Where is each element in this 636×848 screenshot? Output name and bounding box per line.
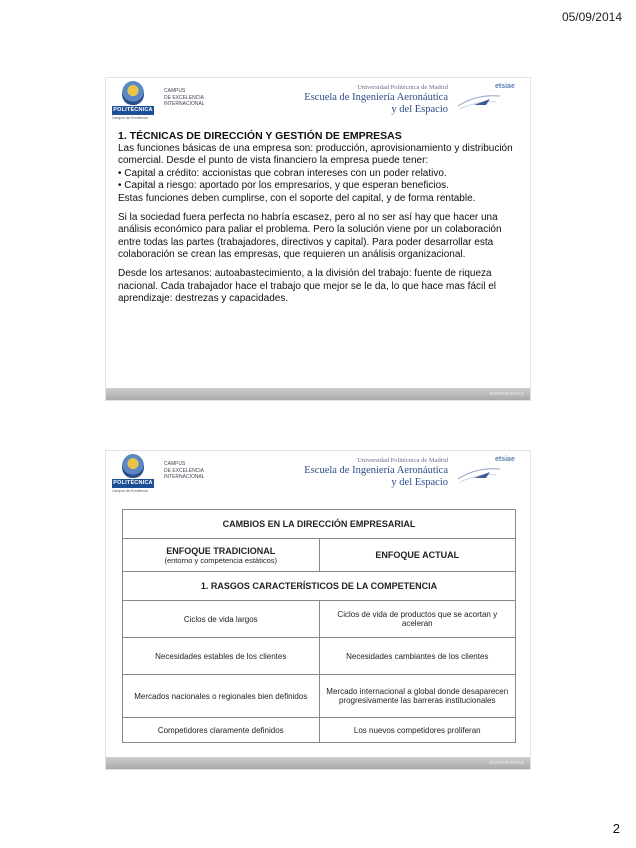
table-title: CAMBIOS EN LA DIRECCIÓN EMPRESARIAL	[123, 510, 516, 539]
cell-current: Los nuevos competidores proliferan	[319, 718, 516, 743]
slide-header	[106, 78, 530, 124]
school-name-line2: y del Espacio	[391, 477, 448, 488]
table-section-row	[123, 572, 516, 601]
cell-traditional: Competidores claramente definidos	[123, 718, 320, 743]
paragraph-functions: Las funciones básicas de una empresa son: producción, aprovisionamiento y distribución comercial. Desde el punto de vista financiero la empresa puede tener:	[118, 142, 513, 167]
school-name-line2: y del Espacio	[391, 104, 448, 115]
university-name: Universidad Politécnica de Madrid	[357, 84, 448, 91]
footer-tag: DIAPOSITIVAS	[489, 760, 524, 765]
comparison-table	[122, 509, 516, 743]
slide-2	[106, 451, 530, 769]
slide-footer	[106, 388, 530, 400]
footer-tag: DIAPOSITIVAS	[489, 391, 524, 396]
page-date: 05/09/2014	[561, 10, 622, 24]
cell-current: Necesidades cambiantes de los clientes	[319, 638, 516, 675]
cell-current: Ciclos de vida de productos que se acortan y aceleran	[319, 601, 516, 638]
etsiae-logo-icon	[456, 463, 522, 485]
upm-crest-icon	[122, 81, 144, 105]
table-header-row	[123, 539, 516, 572]
table-title-row	[123, 510, 516, 539]
paragraph-artesanos: Desde los artesanos: autoabastecimiento, a la división del trabajo: fuente de riqueza nacional. Cada trabajador hace el trabajo que mejor se le da, lo que hace mas fácil el aprendizaje: destrezas y capacidades.	[118, 267, 497, 305]
university-name: Universidad Politécnica de Madrid	[357, 457, 448, 464]
slide-footer	[106, 757, 530, 769]
paragraph-sociedad: Si la sociedad fuera perfecta no habría escasez, pero al no ser así hay que hacer una análisis económico para paliar el problema. Pero la solución viene por un colaboración entre todas las partes (trabajadores, directivos y capital). Para poder desarrollar esta colaboración se crean las empresas, que requieren un análisis organizacional.	[118, 211, 502, 261]
etsiae-logo-text: etsiae	[495, 456, 515, 463]
page-number: 2	[612, 821, 620, 836]
school-name-line1: Escuela de Ingeniería Aeronáutica	[304, 92, 448, 103]
upm-logo-subtext: Campus de Excelencia	[112, 489, 148, 493]
upm-logo: POLITÉCNICA	[113, 480, 153, 486]
table-row	[123, 675, 516, 718]
paragraph-rentable: Estas funciones deben cumplirse, con el soporte del capital, y de forma rentable.	[118, 192, 476, 204]
bullet-capital-credito: • Capital a crédito: accionistas que cobran intereses con un poder relativo.	[118, 167, 447, 179]
header-traditional	[123, 539, 320, 572]
school-name	[296, 84, 448, 116]
upm-logo-subtext: Campus de Excelencia	[112, 116, 148, 120]
section-title: 1. RASGOS CARACTERÍSTICOS DE LA COMPETENCIA	[123, 572, 516, 601]
campus-text: CAMPUS DE EXCELENCIA INTERNACIONAL	[164, 461, 205, 480]
slide-1-body	[118, 130, 520, 312]
header-current	[319, 539, 516, 572]
slide-1-heading: 1. TÉCNICAS DE DIRECCIÓN Y GESTIÓN DE EMPRESAS	[118, 130, 402, 142]
header-traditional-note: (entorno y competencia estáticos)	[164, 555, 278, 565]
table-row	[123, 601, 516, 638]
header-current-label: ENFOQUE ACTUAL	[375, 550, 460, 560]
bullet-capital-riesgo: • Capital a riesgo: aportado por los empresarios, y que esperan beneficios.	[118, 180, 449, 192]
etsiae-logo-text: etsiae	[495, 83, 515, 90]
slide-1	[106, 78, 530, 400]
upm-crest-icon	[122, 454, 144, 478]
cell-traditional: Necesidades estables de los clientes	[123, 638, 320, 675]
campus-text: CAMPUS DE EXCELENCIA INTERNACIONAL	[164, 88, 205, 107]
etsiae-logo-icon	[456, 90, 522, 112]
cell-traditional: Ciclos de vida largos	[123, 601, 320, 638]
cell-current: Mercado internacional a global donde desaparecen progresivamente las barreras institucionales	[319, 675, 516, 718]
table-row	[123, 638, 516, 675]
school-name	[296, 457, 448, 489]
upm-logo: POLITÉCNICA	[113, 107, 153, 113]
cell-traditional: Mercados nacionales o regionales bien definidos	[123, 675, 320, 718]
table-row	[123, 718, 516, 743]
school-name-line1: Escuela de Ingeniería Aeronáutica	[304, 465, 448, 476]
slide-header	[106, 451, 530, 497]
header-traditional-label: ENFOQUE TRADICIONAL	[166, 545, 276, 556]
